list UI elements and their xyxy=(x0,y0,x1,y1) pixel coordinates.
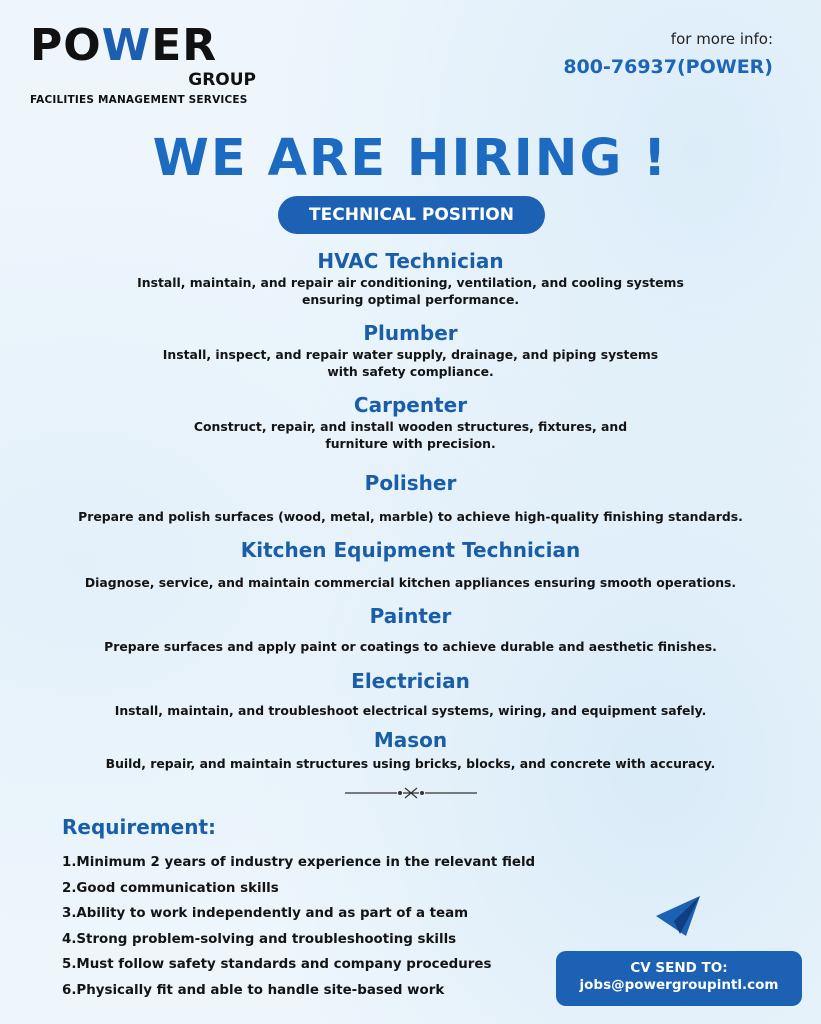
category-badge: TECHNICAL POSITION xyxy=(278,196,545,234)
job-entry xyxy=(0,668,821,719)
requirements-list xyxy=(62,850,535,1004)
company-logo xyxy=(30,22,256,112)
requirement-item: 1.Minimum 2 years of industry experience in the relevant field xyxy=(62,855,536,870)
job-title: HVAC Technician xyxy=(317,249,504,273)
job-description: Install, inspect, and repair water supply, drainage, and piping systems with safety compliance. xyxy=(162,347,659,379)
requirement-item: 6.Physically fit and able to handle site-based work xyxy=(62,982,445,998)
job-entry xyxy=(0,320,821,380)
job-title: Polisher xyxy=(364,471,457,495)
ornament-divider-icon xyxy=(345,786,477,800)
job-title: Plumber xyxy=(363,321,458,345)
job-title: Carpenter xyxy=(353,393,468,417)
job-entry xyxy=(0,248,821,308)
job-entry xyxy=(0,727,821,772)
hiring-headline: WE ARE HIRING ! xyxy=(152,129,669,188)
job-title: Painter xyxy=(369,604,452,628)
job-description: Install, maintain, and troubleshoot electrical systems, wiring, and equipment safely. xyxy=(114,703,707,718)
contact-info xyxy=(563,28,773,82)
requirements-title: Requirement: xyxy=(62,815,217,839)
job-title: Electrician xyxy=(351,669,470,693)
requirement-item: 4.Strong problem-solving and troubleshooting skills xyxy=(62,931,457,947)
job-description: Install, maintain, and repair air conditioning, ventilation, and cooling systems ensuring optimal performance. xyxy=(137,275,684,307)
job-description: Diagnose, service, and maintain commercial kitchen appliances ensuring smooth operations. xyxy=(84,575,737,590)
contact-label: for more info: xyxy=(670,30,773,48)
logo-wordmark: POWER xyxy=(30,20,218,71)
job-entry xyxy=(0,603,821,655)
job-description: Build, repair, and maintain structures using bricks, blocks, and concrete with accuracy. xyxy=(105,756,716,771)
contact-phone[interactable]: 800-76937(POWER) xyxy=(563,56,773,78)
requirement-item: 3.Ability to work independently and as part of a team xyxy=(62,906,469,922)
paper-plane-icon xyxy=(654,894,702,938)
job-entry xyxy=(0,537,821,591)
cv-email[interactable]: jobs@powergroupintl.com xyxy=(579,977,779,993)
job-description: Prepare and polish surfaces (wood, metal, marble) to achieve high-quality finishing standards. xyxy=(78,509,743,524)
requirement-item: 2.Good communication skills xyxy=(62,880,279,896)
logo-group-text: GROUP xyxy=(188,70,256,90)
cv-label: CV SEND TO: xyxy=(630,960,728,976)
requirement-item: 5.Must follow safety standards and company procedures xyxy=(62,957,492,973)
job-description: Construct, repair, and install wooden structures, fixtures, and furniture with precision. xyxy=(193,419,628,451)
job-title: Kitchen Equipment Technician xyxy=(240,538,581,562)
logo-tagline: FACILITIES MANAGEMENT SERVICES xyxy=(30,94,248,106)
job-entry xyxy=(0,392,821,452)
job-entry xyxy=(0,470,821,525)
job-description: Prepare surfaces and apply paint or coatings to achieve durable and aesthetic finishes. xyxy=(104,639,717,654)
cv-send-box[interactable] xyxy=(556,951,802,1006)
job-title: Mason xyxy=(373,728,448,752)
